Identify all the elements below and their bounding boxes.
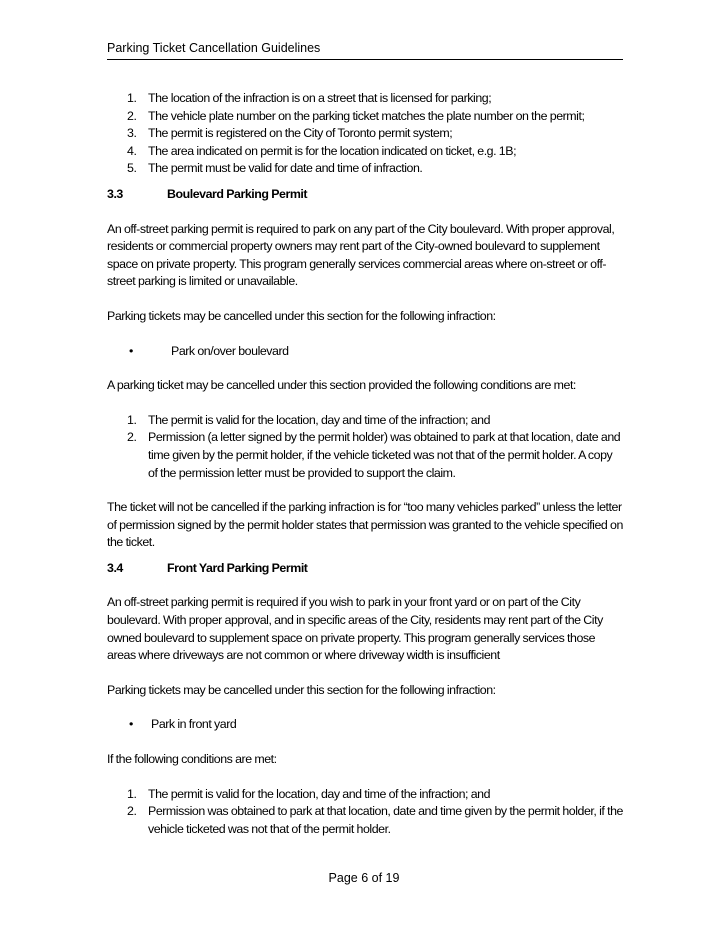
list-item [107,412,623,430]
list-number: 1. [127,786,137,801]
list-item [107,786,623,804]
section-number: 3.3 [107,186,123,201]
list-item [107,108,623,126]
paragraph: An off-street parking permit is required to park on any part of the City boulevard. With proper approval, residents or commercial property owners may rent part of the City-owned boulevard to supplement space on private property. This program generally services commercial areas where on-street or off-street parking is limited or unavailable. [107,221,615,289]
list-text: The area indicated on permit is for the location indicated on ticket, e.g. 1B; [148,143,517,158]
list-number: 4. [127,143,137,158]
infraction-list [107,716,623,734]
list-number: 1. [127,91,137,105]
paragraph: The ticket will not be cancelled if the parking infraction is for “too many vehicles parked” unless the letter of permission signed by the permit holder states that permission was granted to the vehicle specified on the ticket. [107,500,623,550]
list-text: The permit is valid for the location, day and time of the infraction; and [148,412,491,427]
list-text: The permit must be valid for date and time of infraction. [148,161,423,176]
list-text: The permit is valid for the location, day and time of the infraction; and [148,786,491,801]
list-number: 5. [127,161,137,176]
list-item [107,716,623,734]
bullet-icon: • [129,717,133,732]
list-text: The permit is registered on the City of Toronto permit system; [148,126,453,141]
list-text: Park in front yard [151,717,237,732]
conditions-list [107,412,623,482]
permit-criteria-list [107,90,623,178]
page-number: Page 6 of 19 [328,871,400,885]
paragraph: A parking ticket may be cancelled under this section provided the following conditions are met: [107,378,576,393]
list-item [107,143,623,161]
list-text: Permission was obtained to park at that location, date and time given by the permit holder, if the vehicle ticketed was not that of the permit holder. [148,804,623,836]
list-item [107,125,623,143]
section-heading-3-3 [107,186,623,204]
paragraph: Parking tickets may be cancelled under this section for the following infraction: [107,682,496,697]
bullet-icon: • [129,343,133,358]
page-header [107,41,623,60]
section-title: Boulevard Parking Permit [167,186,308,201]
list-number: 3. [127,126,137,141]
section-heading-3-4 [107,560,623,578]
list-text: The location of the infraction is on a street that is licensed for parking; [148,91,492,105]
list-number: 2. [127,804,137,819]
list-item [107,803,623,838]
section-title: Front Yard Parking Permit [167,560,308,575]
list-number: 2. [127,430,137,445]
list-text: Park on/over boulevard [171,343,289,358]
page-body [107,90,623,838]
list-text: The vehicle plate number on the parking ticket matches the plate number on the permit; [148,108,585,123]
infraction-list [107,343,623,361]
paragraph: An off-street parking permit is required if you wish to park in your front yard or on part of the City boulevard. With proper approval, and in specific areas of the City, residents may rent part of the City owned boulevard to supplement space on private property. This program generally services those areas where driveways are not common or where driveway width is insufficient [107,595,603,663]
paragraph: Parking tickets may be cancelled under this section for the following infraction: [107,308,496,323]
list-number: 1. [127,412,137,427]
list-item [107,160,623,178]
list-item [107,90,623,108]
list-number: 2. [127,108,137,123]
paragraph: If the following conditions are met: [107,752,277,767]
list-text: Permission (a letter signed by the permit holder) was obtained to park at that location, date and time given by the permit holder, if the vehicle ticketed was not that of the permit holder. A copy of the permission letter must be provided to support the claim. [148,430,621,480]
list-item [107,343,623,361]
conditions-list [107,786,623,839]
header-title: Parking Ticket Cancellation Guidelines [107,41,321,55]
page-footer [0,871,728,886]
section-number: 3.4 [107,560,123,575]
list-item [107,429,623,482]
